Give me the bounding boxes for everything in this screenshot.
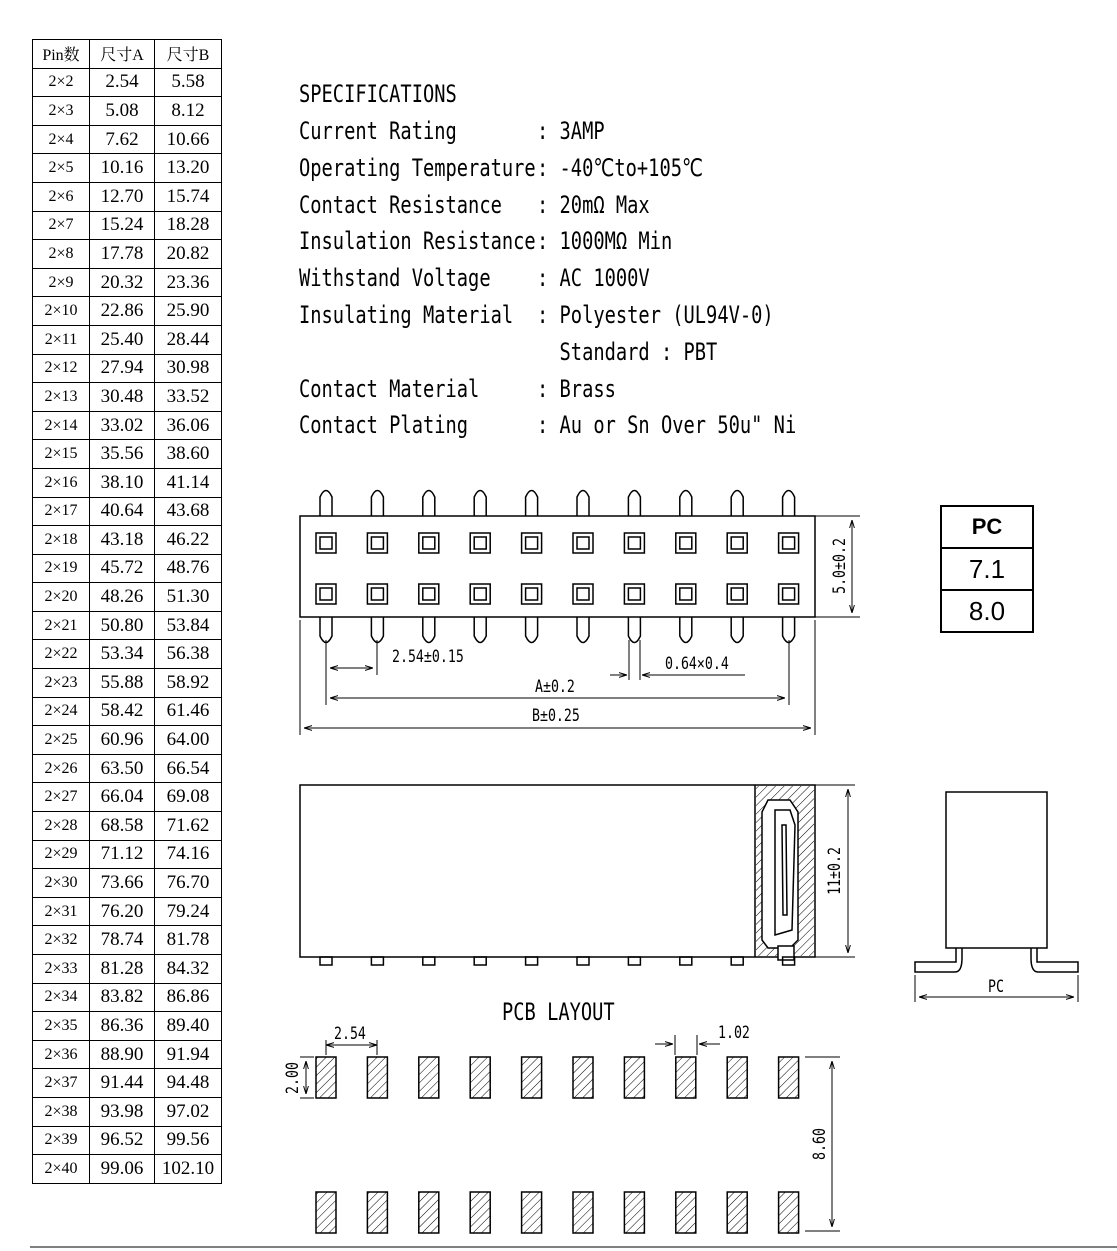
contact-opening-inner xyxy=(526,588,538,600)
pcb-pad xyxy=(676,1057,696,1098)
pin-count-cell: 2×39 xyxy=(33,1126,90,1155)
pin-count-cell: 2×29 xyxy=(33,840,90,869)
pcb-row-spacing-label: 8.60 xyxy=(809,1128,830,1160)
dim-b-cell: 86.86 xyxy=(155,983,222,1012)
pin-bottom xyxy=(680,617,692,643)
pin-count-cell: 2×30 xyxy=(33,869,90,898)
contact-opening xyxy=(522,533,542,553)
pcb-pad xyxy=(624,1192,644,1233)
pin-stub xyxy=(577,957,589,965)
pin-count-cell: 2×10 xyxy=(33,297,90,326)
contact-opening xyxy=(316,533,336,553)
dim-a-cell: 71.12 xyxy=(90,840,155,869)
pin-count-cell: 2×5 xyxy=(33,154,90,183)
contact-opening-inner xyxy=(320,588,332,600)
dim-a-cell: 5.08 xyxy=(90,97,155,126)
dim-a-cell: 55.88 xyxy=(90,669,155,698)
dim-a-cell: 15.24 xyxy=(90,211,155,240)
dim-a-cell: 30.48 xyxy=(90,383,155,412)
pin-top xyxy=(680,491,692,517)
dim-a-cell: 83.82 xyxy=(90,983,155,1012)
dim-b-cell: 33.52 xyxy=(155,383,222,412)
pin-count-cell: 2×9 xyxy=(33,268,90,297)
spec-value: : Brass xyxy=(537,374,616,403)
side-housing xyxy=(300,785,815,957)
pin-count-cell: 2×37 xyxy=(33,1069,90,1098)
dim-a-cell: 76.20 xyxy=(90,897,155,926)
dim-b-cell: 43.68 xyxy=(155,497,222,526)
height-front-label: 5.0±0.2 xyxy=(829,538,850,594)
contact-opening-inner xyxy=(423,537,435,549)
contact-opening xyxy=(419,533,439,553)
dim-b-cell: 69.08 xyxy=(155,783,222,812)
spec-title: SPECIFICATIONS xyxy=(299,80,457,108)
pin-count-cell: 2×35 xyxy=(33,1012,90,1041)
header-dim-a: 尺寸A xyxy=(90,40,155,69)
contact-opening-inner xyxy=(371,588,383,600)
contact-opening-inner xyxy=(474,588,486,600)
contact-opening-inner xyxy=(628,537,640,549)
pin-top xyxy=(577,491,589,517)
dim-b-cell: 18.28 xyxy=(155,211,222,240)
spec-value: : 3AMP xyxy=(537,117,605,145)
contact-opening-inner xyxy=(628,588,640,600)
end-housing xyxy=(946,792,1047,948)
dim-a-cell: 91.44 xyxy=(90,1069,155,1098)
contact-opening xyxy=(779,533,799,553)
pc-value: 8.0 xyxy=(942,589,1032,631)
pin-count-cell: 2×23 xyxy=(33,669,90,698)
dim-a-cell: 20.32 xyxy=(90,268,155,297)
contact-opening xyxy=(522,584,542,604)
pcb-pad xyxy=(522,1057,542,1098)
pin-count-cell: 2×12 xyxy=(33,354,90,383)
dim-b-cell: 84.32 xyxy=(155,955,222,984)
dim-a-cell: 88.90 xyxy=(90,1040,155,1069)
dim-b-cell: 23.36 xyxy=(155,268,222,297)
dim-b-cell: 102.10 xyxy=(155,1155,222,1184)
contact-opening xyxy=(676,533,696,553)
dim-b-cell: 10.66 xyxy=(155,125,222,154)
contact-opening xyxy=(676,584,696,604)
dim-b-cell: 38.60 xyxy=(155,440,222,469)
pin-stub xyxy=(423,957,435,965)
pin-count-cell: 2×8 xyxy=(33,240,90,269)
dim-a-cell: 27.94 xyxy=(90,354,155,383)
contact-opening xyxy=(367,533,387,553)
spec-label: Contact Material xyxy=(299,374,480,403)
pin-count-cell: 2×27 xyxy=(33,783,90,812)
contact-opening-inner xyxy=(731,537,743,549)
contact-opening-inner xyxy=(320,537,332,549)
dim-b-cell: 94.48 xyxy=(155,1069,222,1098)
pin-count-cell: 2×4 xyxy=(33,125,90,154)
pin-count-cell: 2×17 xyxy=(33,497,90,526)
pin-bottom xyxy=(731,617,743,643)
spec-label: Insulating Material xyxy=(299,301,514,329)
dim-b-cell: 99.56 xyxy=(155,1126,222,1155)
dim-b-cell: 48.76 xyxy=(155,554,222,583)
dim-b-cell: 56.38 xyxy=(155,640,222,669)
contact-opening xyxy=(727,533,747,553)
pcb-pad xyxy=(573,1192,593,1233)
spec-value: : 1000MΩ Min xyxy=(537,227,673,256)
dim-b-cell: 66.54 xyxy=(155,754,222,783)
dim-a-cell: 17.78 xyxy=(90,240,155,269)
pin-count-cell: 2×6 xyxy=(33,182,90,211)
dim-b-cell: 51.30 xyxy=(155,583,222,612)
pin-count-cell: 2×13 xyxy=(33,383,90,412)
dim-a-cell: 60.96 xyxy=(90,726,155,755)
pin-bottom xyxy=(320,617,332,643)
dim-b-cell: 30.98 xyxy=(155,354,222,383)
pin-top xyxy=(526,491,538,517)
pin-top xyxy=(731,491,743,517)
pcb-pad xyxy=(419,1192,439,1233)
dim-b-cell: 64.00 xyxy=(155,726,222,755)
dim-b-cell: 97.02 xyxy=(155,1097,222,1126)
dim-a-cell: 53.34 xyxy=(90,640,155,669)
front-pins xyxy=(316,491,799,643)
contact-opening xyxy=(470,533,490,553)
pcb-pad xyxy=(367,1057,387,1098)
pin-count-cell: 2×3 xyxy=(33,97,90,126)
height-side-label: 11±0.2 xyxy=(824,847,845,895)
dim-a-cell: 86.36 xyxy=(90,1012,155,1041)
contact-opening xyxy=(419,584,439,604)
pin-count-cell: 2×15 xyxy=(33,440,90,469)
dim-a-cell: 43.18 xyxy=(90,526,155,555)
pcb-pad xyxy=(316,1192,336,1233)
dim-a-cell: 22.86 xyxy=(90,297,155,326)
contact-opening-inner xyxy=(577,537,589,549)
dim-b-cell: 61.46 xyxy=(155,697,222,726)
dim-b-cell: 41.14 xyxy=(155,468,222,497)
contact-opening xyxy=(624,584,644,604)
contact-opening-inner xyxy=(474,537,486,549)
dim-b-cell: 81.78 xyxy=(155,926,222,955)
pcb-pad xyxy=(727,1192,747,1233)
pin-bottom xyxy=(474,617,486,643)
pcb-layout xyxy=(282,999,840,1233)
dim-a-cell: 45.72 xyxy=(90,554,155,583)
dim-b-cell: 58.92 xyxy=(155,669,222,698)
pin-stub xyxy=(628,957,640,965)
pin-count-cell: 2×26 xyxy=(33,754,90,783)
pcb-pad xyxy=(779,1057,799,1098)
contact-opening-inner xyxy=(783,537,795,549)
spec-value: : AC 1000V xyxy=(537,264,650,293)
dim-a-cell: 38.10 xyxy=(90,468,155,497)
pc-value: 7.1 xyxy=(942,547,1032,589)
pin-stub xyxy=(371,957,383,965)
pcb-pad xyxy=(470,1057,490,1098)
pin-count-cell: 2×34 xyxy=(33,983,90,1012)
dim-a-cell: 12.70 xyxy=(90,182,155,211)
pin-count-cell: 2×2 xyxy=(33,68,90,97)
contact-opening xyxy=(573,584,593,604)
pin-count-cell: 2×28 xyxy=(33,812,90,841)
pin-stub xyxy=(731,957,743,965)
contact-opening-inner xyxy=(423,588,435,600)
contact-opening-inner xyxy=(577,588,589,600)
dim-a-cell: 99.06 xyxy=(90,1155,155,1184)
pin-stub xyxy=(474,957,486,965)
pin-count-cell: 2×22 xyxy=(33,640,90,669)
dim-a-cell: 73.66 xyxy=(90,869,155,898)
pin-count-cell: 2×24 xyxy=(33,697,90,726)
pcb-title: PCB LAYOUT xyxy=(502,998,615,1027)
pc-dim-label: PC xyxy=(988,976,1004,997)
header-dim-b: 尺寸B xyxy=(155,40,222,69)
dim-a-cell: 66.04 xyxy=(90,783,155,812)
contact-opening xyxy=(779,584,799,604)
dim-a-cell: 58.42 xyxy=(90,697,155,726)
spec-label: Current Rating xyxy=(299,117,457,145)
dim-a-cell: 7.62 xyxy=(90,125,155,154)
pin-count-cell: 2×32 xyxy=(33,926,90,955)
dim-b-cell: 76.70 xyxy=(155,869,222,898)
dim-b-cell: 71.62 xyxy=(155,812,222,841)
dim-b-cell: 20.82 xyxy=(155,240,222,269)
pin-count-cell: 2×36 xyxy=(33,1040,90,1069)
pin-top xyxy=(371,491,383,517)
contact-opening xyxy=(573,533,593,553)
pin-top xyxy=(474,491,486,517)
pin-count-cell: 2×18 xyxy=(33,526,90,555)
pin-count-cell: 2×20 xyxy=(33,583,90,612)
dim-b-cell: 15.74 xyxy=(155,182,222,211)
dim-b-cell: 8.12 xyxy=(155,97,222,126)
side-pins xyxy=(320,957,795,965)
dim-a-cell: 50.80 xyxy=(90,611,155,640)
pin-bottom xyxy=(526,617,538,643)
dim-b-cell: 25.90 xyxy=(155,297,222,326)
dim-a-cell: 48.26 xyxy=(90,583,155,612)
pin-stub xyxy=(526,957,538,965)
side-view xyxy=(300,785,855,965)
dim-a-label: A±0.2 xyxy=(535,676,575,697)
pin-count-cell: 2×40 xyxy=(33,1155,90,1184)
pcb-pad xyxy=(779,1192,799,1233)
pin-top xyxy=(320,491,332,517)
dim-b-cell: 53.84 xyxy=(155,611,222,640)
spec-label: Operating Temperature xyxy=(299,153,536,182)
contact-opening xyxy=(727,584,747,604)
contact-opening xyxy=(367,584,387,604)
pin-count-cell: 2×14 xyxy=(33,411,90,440)
pin-count-cell: 2×16 xyxy=(33,468,90,497)
pin-count-cell: 2×31 xyxy=(33,897,90,926)
pcb-pad xyxy=(624,1057,644,1098)
pin-bottom xyxy=(371,617,383,643)
pcb-pad-width-label: 1.02 xyxy=(718,1022,750,1043)
dim-a-cell: 78.74 xyxy=(90,926,155,955)
pin-count-cell: 2×21 xyxy=(33,611,90,640)
dim-a-cell: 68.58 xyxy=(90,812,155,841)
spec-label: Withstand Voltage xyxy=(299,264,491,293)
dim-b-cell: 36.06 xyxy=(155,411,222,440)
spec-value: : 20mΩ Max xyxy=(537,190,650,219)
dim-a-cell: 2.54 xyxy=(90,68,155,97)
pin-top xyxy=(423,491,435,517)
pcb-pad xyxy=(522,1192,542,1233)
dim-a-cell: 40.64 xyxy=(90,497,155,526)
dim-a-cell: 63.50 xyxy=(90,754,155,783)
dim-a-cell: 93.98 xyxy=(90,1097,155,1126)
pin-stub xyxy=(320,957,332,965)
contact-opening-inner xyxy=(526,537,538,549)
contact-opening xyxy=(470,584,490,604)
dim-b-cell: 89.40 xyxy=(155,1012,222,1041)
dim-a-cell: 96.52 xyxy=(90,1126,155,1155)
contact-opening-inner xyxy=(680,588,692,600)
pin-size-label: 0.64×0.4 xyxy=(665,653,729,674)
pin-bottom xyxy=(783,617,795,643)
pin-stub xyxy=(680,957,692,965)
pcb-pad-height-label: 2.00 xyxy=(282,1062,303,1094)
pcb-pads xyxy=(316,1057,799,1233)
pin-bottom xyxy=(423,617,435,643)
spec-label: Insulation Resistance xyxy=(299,227,536,256)
contact-opening-inner xyxy=(680,537,692,549)
pin-count-cell: 2×11 xyxy=(33,325,90,354)
pcb-pad xyxy=(573,1057,593,1098)
pin-count-cell: 2×25 xyxy=(33,726,90,755)
dim-b-cell: 91.94 xyxy=(155,1040,222,1069)
dim-b-cell: 5.58 xyxy=(155,68,222,97)
pitch-label: 2.54±0.15 xyxy=(392,646,464,667)
dim-a-cell: 35.56 xyxy=(90,440,155,469)
pcb-pad xyxy=(676,1192,696,1233)
dim-a-cell: 10.16 xyxy=(90,154,155,183)
pcb-pad xyxy=(727,1057,747,1098)
dim-b-label: B±0.25 xyxy=(532,705,580,726)
front-housing xyxy=(300,516,815,617)
pin-top xyxy=(628,491,640,517)
pcb-pitch-label: 2.54 xyxy=(334,1023,366,1044)
contact-opening-inner xyxy=(371,537,383,549)
end-view xyxy=(915,792,1078,1002)
dim-b-cell: 74.16 xyxy=(155,840,222,869)
pin-bottom xyxy=(577,617,589,643)
pcb-pad xyxy=(419,1057,439,1098)
front-view xyxy=(300,491,860,736)
pcb-pad xyxy=(316,1057,336,1098)
pc-header: PC xyxy=(971,514,1003,539)
contact-opening xyxy=(316,584,336,604)
pcb-pad xyxy=(470,1192,490,1233)
dim-a-cell: 33.02 xyxy=(90,411,155,440)
contact-opening xyxy=(624,533,644,553)
spec-label: Contact Resistance xyxy=(299,190,502,219)
spec-value: Standard : PBT xyxy=(537,337,718,366)
pin-count-cell: 2×33 xyxy=(33,955,90,984)
dim-b-cell: 28.44 xyxy=(155,325,222,354)
dim-b-cell: 46.22 xyxy=(155,526,222,555)
pin-count-cell: 2×7 xyxy=(33,211,90,240)
pin-bottom xyxy=(628,617,640,643)
spec-value: : Polyester (UL94V-0) xyxy=(537,301,774,329)
dim-b-cell: 13.20 xyxy=(155,154,222,183)
spec-label: Contact Plating xyxy=(299,411,469,440)
dim-b-cell: 79.24 xyxy=(155,897,222,926)
pin-count-cell: 2×19 xyxy=(33,554,90,583)
pin-top xyxy=(783,491,795,517)
contact-opening-inner xyxy=(783,588,795,600)
pcb-pad xyxy=(367,1192,387,1233)
dim-a-cell: 81.28 xyxy=(90,955,155,984)
header-pin-count: Pin数 xyxy=(33,40,90,69)
spec-value: : -40℃to+105℃ xyxy=(537,153,704,182)
contact-opening-inner xyxy=(731,588,743,600)
pin-count-cell: 2×38 xyxy=(33,1097,90,1126)
dim-a-cell: 25.40 xyxy=(90,325,155,354)
spec-value: : Au or Sn Over 50u" Ni xyxy=(537,411,797,440)
